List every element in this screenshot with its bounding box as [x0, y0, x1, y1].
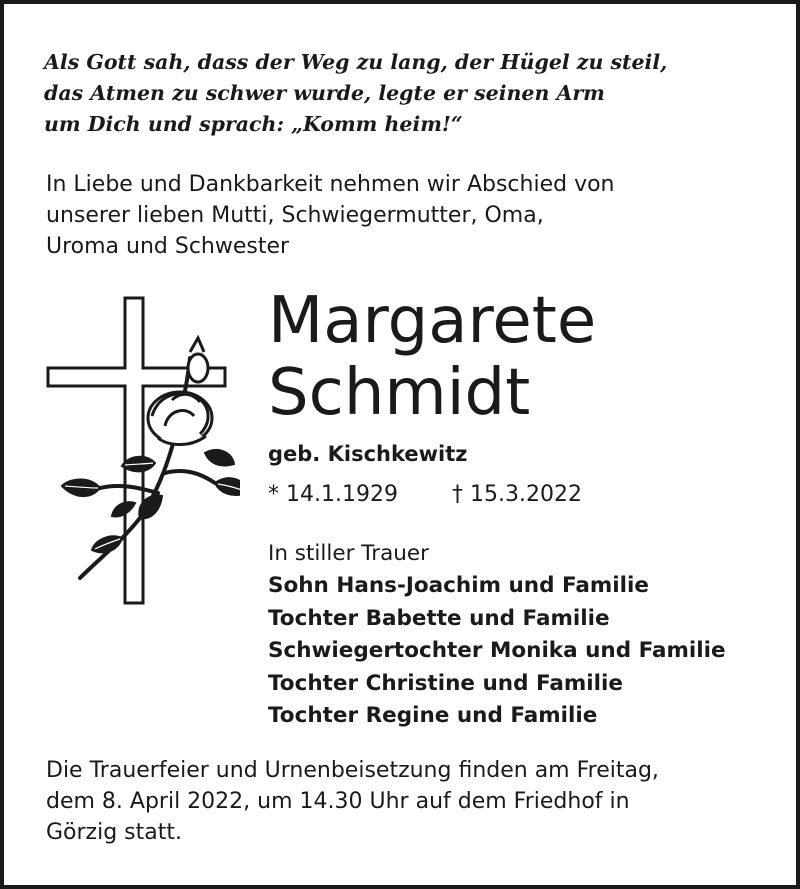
intro-line: unserer lieben Mutti, Schwiegermutter, Oma,: [46, 203, 544, 228]
mourner-entry: Tochter Christine und Familie: [268, 670, 623, 696]
mourner-entry: Tochter Babette und Familie: [268, 605, 610, 631]
intro-line: Uroma und Schwester: [46, 234, 290, 259]
cross-with-rose-icon: [40, 288, 240, 613]
last-name: Schmidt: [268, 356, 531, 430]
funeral-details: [46, 755, 659, 848]
mourner-entry: Sohn Hans-Joachim und Familie: [268, 573, 649, 599]
death-date: † 15.3.2022: [452, 482, 582, 507]
quote-line: Als Gott sah, dass der Weg zu lang, der Hügel zu steil,: [44, 50, 668, 74]
closing-line: Görzig statt.: [46, 820, 182, 845]
quote-line: um Dich und sprach: „Komm heim!“: [44, 112, 463, 136]
farewell-intro: [46, 169, 746, 262]
closing-line: dem 8. April 2022, um 14.30 Uhr auf dem Friedhof in: [46, 789, 630, 814]
mourners-list: [268, 538, 726, 732]
birth-date: * 14.1.1929: [268, 482, 398, 507]
closing-line: Die Trauerfeier und Urnenbeisetzung finden am Freitag,: [46, 758, 659, 783]
birth-name: geb. Kischkewitz: [268, 442, 468, 466]
intro-line: In Liebe und Dankbarkeit nehmen wir Abschied von: [46, 172, 615, 197]
mourning-label: In stiller Trauer: [268, 541, 429, 566]
memorial-quote: [44, 47, 744, 140]
life-dates: [268, 482, 582, 507]
deceased-name: [268, 285, 596, 429]
first-name: Margarete: [268, 284, 597, 358]
mourner-entry: Schwiegertochter Monika und Familie: [268, 638, 726, 664]
quote-line: das Atmen zu schwer wurde, legte er seinen Arm: [44, 81, 605, 105]
mourner-entry: Tochter Regine und Familie: [268, 703, 598, 729]
